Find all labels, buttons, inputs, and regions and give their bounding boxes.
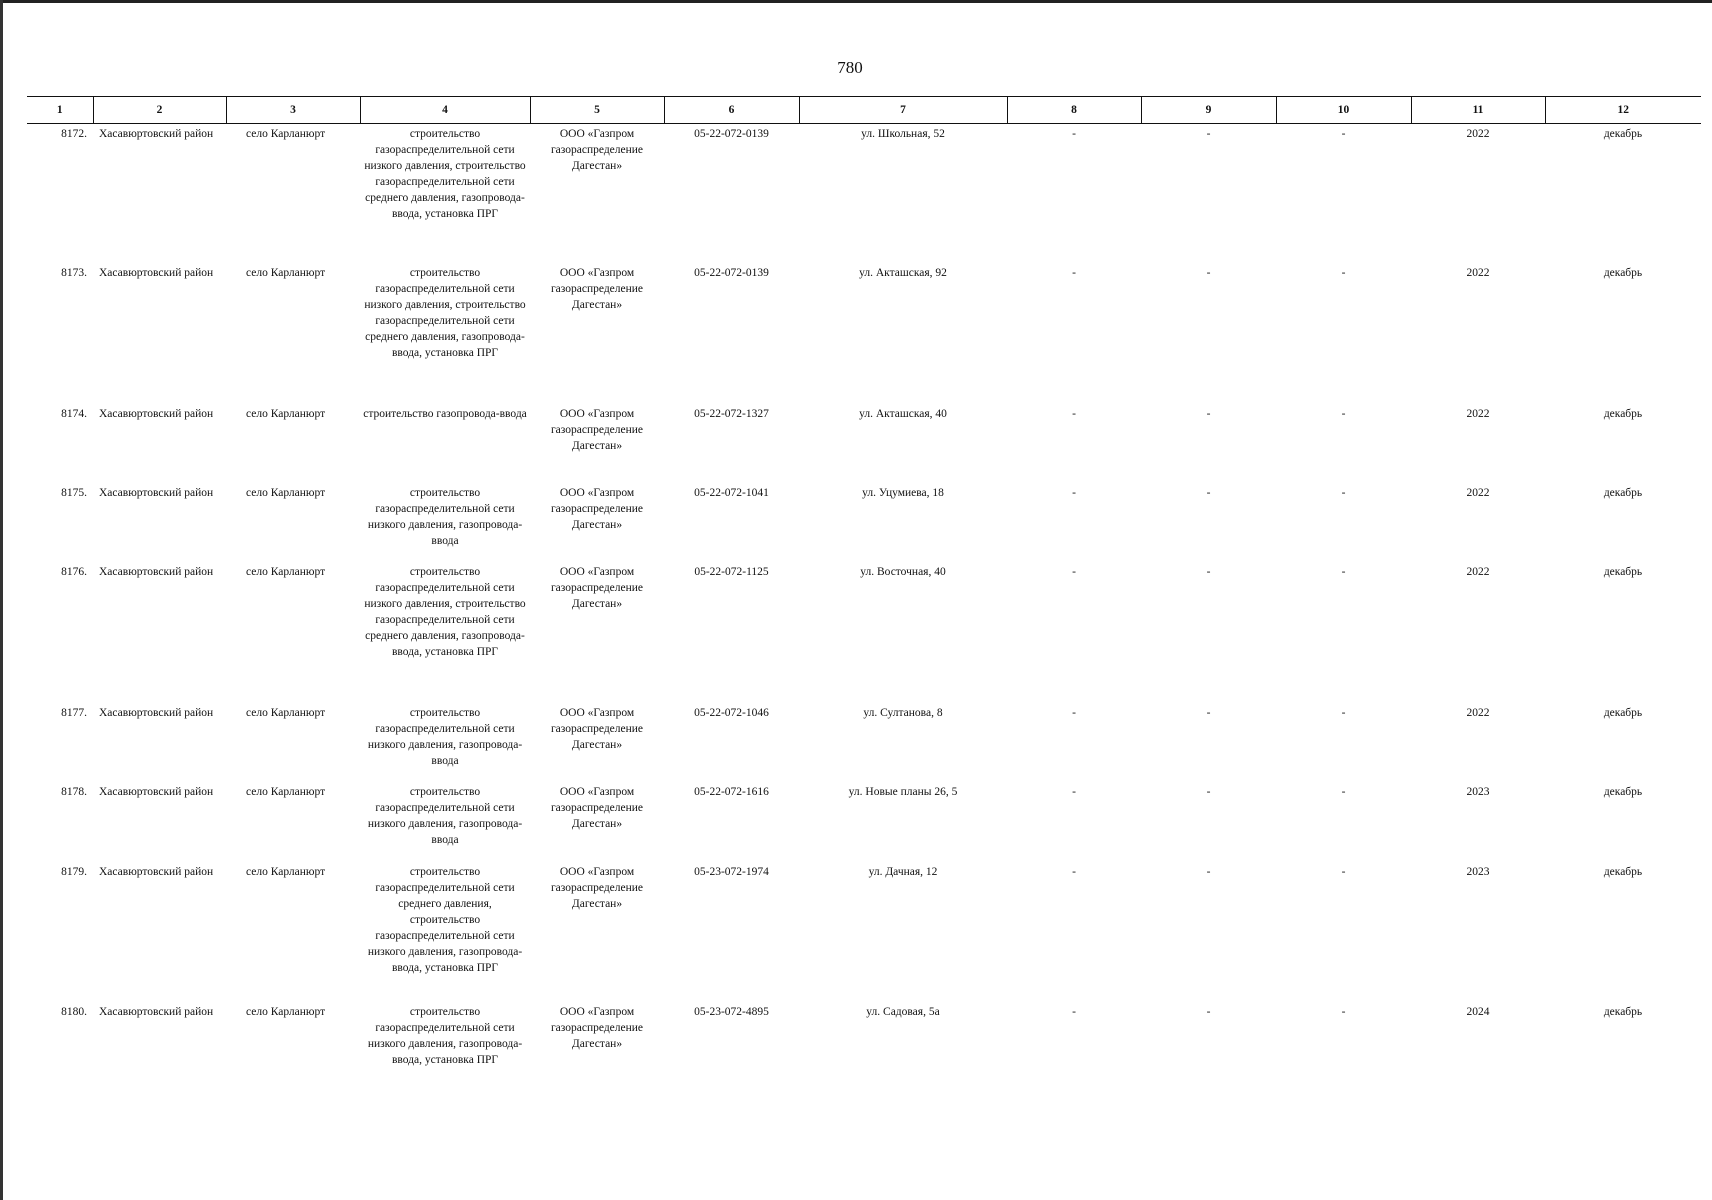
month-cell: декабрь (1603, 706, 1643, 719)
table-row (27, 483, 1701, 562)
address-cell: ул. Восточная, 40 (860, 565, 946, 578)
column-8-cell: - (1072, 486, 1076, 499)
table-row (27, 562, 1701, 703)
column-10-cell: - (1341, 865, 1346, 878)
column-number-header-row (27, 97, 1701, 124)
column-8-cell: - (1072, 128, 1076, 140)
column-header: 12 (1545, 97, 1701, 124)
column-9-cell: - (1206, 486, 1211, 499)
scan-border-top (0, 0, 1712, 3)
column-header: 2 (93, 97, 226, 124)
district-cell: Хасавюртовский район (99, 1005, 214, 1018)
column-10-cell: - (1341, 706, 1346, 719)
column-header: 7 (799, 97, 1007, 124)
organization-cell: ООО «Газпром газораспределение Дагестан» (550, 407, 644, 452)
column-8-cell: - (1072, 785, 1076, 798)
column-9-cell: - (1206, 1005, 1211, 1018)
column-9-cell: - (1206, 865, 1211, 878)
row-number: 8179. (61, 865, 87, 878)
table-row (27, 862, 1701, 1002)
work-description-cell: строительство газораспределительной сети низкого давления, газопровода-ввода (367, 486, 523, 547)
village-cell: село Карланюрт (246, 407, 326, 420)
address-cell: ул. Новые планы 26, 5 (848, 785, 958, 798)
work-description-cell: строительство газораспределительной сети низкого давления, газопровода-ввода (367, 706, 523, 767)
district-cell: Хасавюртовский район (99, 565, 214, 578)
district-cell: Хасавюртовский район (99, 865, 214, 878)
column-9-cell: - (1206, 407, 1211, 420)
column-10-cell: - (1341, 785, 1346, 798)
village-cell: село Карланюрт (246, 1005, 326, 1018)
table-row (27, 124, 1701, 263)
application-code-cell: 05-23-072-1974 (694, 865, 769, 878)
address-cell: ул. Дачная, 12 (868, 865, 938, 878)
column-8-cell: - (1072, 1005, 1076, 1018)
table-row (27, 404, 1701, 483)
address-cell: ул. Акташская, 40 (859, 407, 947, 420)
address-cell: ул. Султанова, 8 (863, 706, 943, 719)
work-description-cell: строительство газораспределительной сети низкого давления, строительство газораспределительной сети среднего давления, газопровода-ввода, установка ПРГ (364, 565, 526, 658)
column-8-cell: - (1072, 706, 1076, 719)
column-8-cell: - (1072, 266, 1076, 279)
column-9-cell: - (1206, 706, 1211, 719)
village-cell: село Карланюрт (246, 128, 326, 140)
year-cell: 2022 (1466, 128, 1490, 140)
work-description-cell: строительство газораспределительной сети низкого давления, строительство газораспределительной сети среднего давления, газопровода-ввода, установка ПРГ (364, 128, 526, 220)
organization-cell: ООО «Газпром газораспределение Дагестан» (550, 706, 644, 751)
row-number: 8174. (61, 407, 87, 420)
table-row (27, 263, 1701, 404)
column-header: 10 (1276, 97, 1411, 124)
application-code-cell: 05-22-072-0139 (694, 266, 769, 279)
row-number: 8173. (61, 266, 87, 279)
table-row (27, 703, 1701, 782)
gasification-table (27, 96, 1701, 1098)
district-cell: Хасавюртовский район (99, 407, 214, 420)
column-8-cell: - (1072, 565, 1076, 578)
row-number: 8180. (61, 1005, 87, 1018)
year-cell: 2022 (1466, 266, 1490, 279)
village-cell: село Карланюрт (246, 266, 326, 279)
organization-cell: ООО «Газпром газораспределение Дагестан» (550, 785, 644, 830)
year-cell: 2022 (1466, 706, 1490, 719)
year-cell: 2024 (1466, 1005, 1490, 1018)
application-code-cell: 05-22-072-1327 (694, 407, 769, 420)
address-cell: ул. Школьная, 52 (861, 128, 945, 140)
organization-cell: ООО «Газпром газораспределение Дагестан» (550, 266, 644, 311)
month-cell: декабрь (1603, 407, 1643, 420)
organization-cell: ООО «Газпром газораспределение Дагестан» (550, 565, 644, 610)
address-cell: ул. Садовая, 5а (866, 1005, 940, 1018)
column-9-cell: - (1206, 128, 1211, 140)
page-number: 780 (837, 58, 863, 77)
column-header: 4 (360, 97, 530, 124)
organization-cell: ООО «Газпром газораспределение Дагестан» (550, 865, 644, 910)
year-cell: 2023 (1466, 785, 1490, 798)
scan-border-left (0, 0, 3, 1200)
column-10-cell: - (1341, 565, 1346, 578)
address-cell: ул. Акташская, 92 (859, 266, 947, 279)
column-header: 1 (27, 97, 93, 124)
row-number: 8178. (61, 785, 87, 798)
column-10-cell: - (1341, 486, 1346, 499)
column-10-cell: - (1341, 1005, 1346, 1018)
year-cell: 2022 (1466, 565, 1490, 578)
district-cell: Хасавюртовский район (99, 486, 214, 499)
table-row (27, 1002, 1701, 1098)
year-cell: 2023 (1466, 865, 1490, 878)
column-header: 8 (1007, 97, 1141, 124)
work-description-cell: строительство газораспределительной сети низкого давления, газопровода-ввода (367, 785, 523, 846)
work-description-cell: строительство газораспределительной сети среднего давления, строительство газораспределительной сети низкого давления, газопровода-ввода, установка ПРГ (367, 865, 523, 974)
application-code-cell: 05-22-072-1616 (694, 785, 769, 798)
application-code-cell: 05-22-072-0139 (694, 128, 769, 140)
column-header: 5 (530, 97, 664, 124)
application-code-cell: 05-22-072-1041 (694, 486, 769, 499)
year-cell: 2022 (1466, 407, 1490, 420)
row-number: 8176. (61, 565, 87, 578)
village-cell: село Карланюрт (246, 486, 326, 499)
row-number: 8177. (61, 706, 87, 719)
column-header: 6 (664, 97, 799, 124)
application-code-cell: 05-22-072-1046 (694, 706, 769, 719)
village-cell: село Карланюрт (246, 565, 326, 578)
village-cell: село Карланюрт (246, 785, 326, 798)
work-description-cell: строительство газораспределительной сети низкого давления, строительство газораспределительной сети среднего давления, газопровода-ввода, установка ПРГ (364, 266, 526, 359)
application-code-cell: 05-23-072-4895 (694, 1005, 769, 1018)
organization-cell: ООО «Газпром газораспределение Дагестан» (550, 486, 644, 531)
work-description-cell: строительство газопровода-ввода (363, 407, 527, 420)
village-cell: село Карланюрт (246, 865, 326, 878)
month-cell: декабрь (1603, 486, 1643, 499)
column-8-cell: - (1072, 407, 1076, 420)
address-cell: ул. Уцумиева, 18 (862, 486, 944, 499)
organization-cell: ООО «Газпром газораспределение Дагестан» (550, 128, 644, 172)
column-10-cell: - (1341, 407, 1346, 420)
column-header: 11 (1411, 97, 1545, 124)
district-cell: Хасавюртовский район (99, 706, 214, 719)
application-code-cell: 05-22-072-1125 (694, 565, 769, 578)
district-cell: Хасавюртовский район (99, 266, 214, 279)
column-10-cell: - (1341, 266, 1346, 279)
village-cell: село Карланюрт (246, 706, 326, 719)
row-number: 8172. (61, 128, 87, 140)
month-cell: декабрь (1603, 565, 1643, 578)
column-9-cell: - (1206, 785, 1211, 798)
month-cell: декабрь (1603, 266, 1643, 279)
column-9-cell: - (1206, 565, 1211, 578)
row-number: 8175. (61, 486, 87, 499)
month-cell: декабрь (1603, 128, 1643, 140)
column-9-cell: - (1206, 266, 1211, 279)
year-cell: 2022 (1466, 486, 1490, 499)
organization-cell: ООО «Газпром газораспределение Дагестан» (550, 1005, 644, 1050)
district-cell: Хасавюртовский район (99, 128, 214, 140)
column-header: 9 (1141, 97, 1276, 124)
district-cell: Хасавюртовский район (99, 785, 214, 798)
column-10-cell: - (1341, 128, 1346, 140)
table-row (27, 782, 1701, 862)
month-cell: декабрь (1603, 865, 1643, 878)
column-header: 3 (226, 97, 360, 124)
month-cell: декабрь (1603, 1005, 1643, 1018)
column-8-cell: - (1072, 865, 1076, 878)
work-description-cell: строительство газораспределительной сети низкого давления, газопровода-ввода, установка ПРГ (367, 1005, 523, 1066)
month-cell: декабрь (1603, 785, 1643, 798)
